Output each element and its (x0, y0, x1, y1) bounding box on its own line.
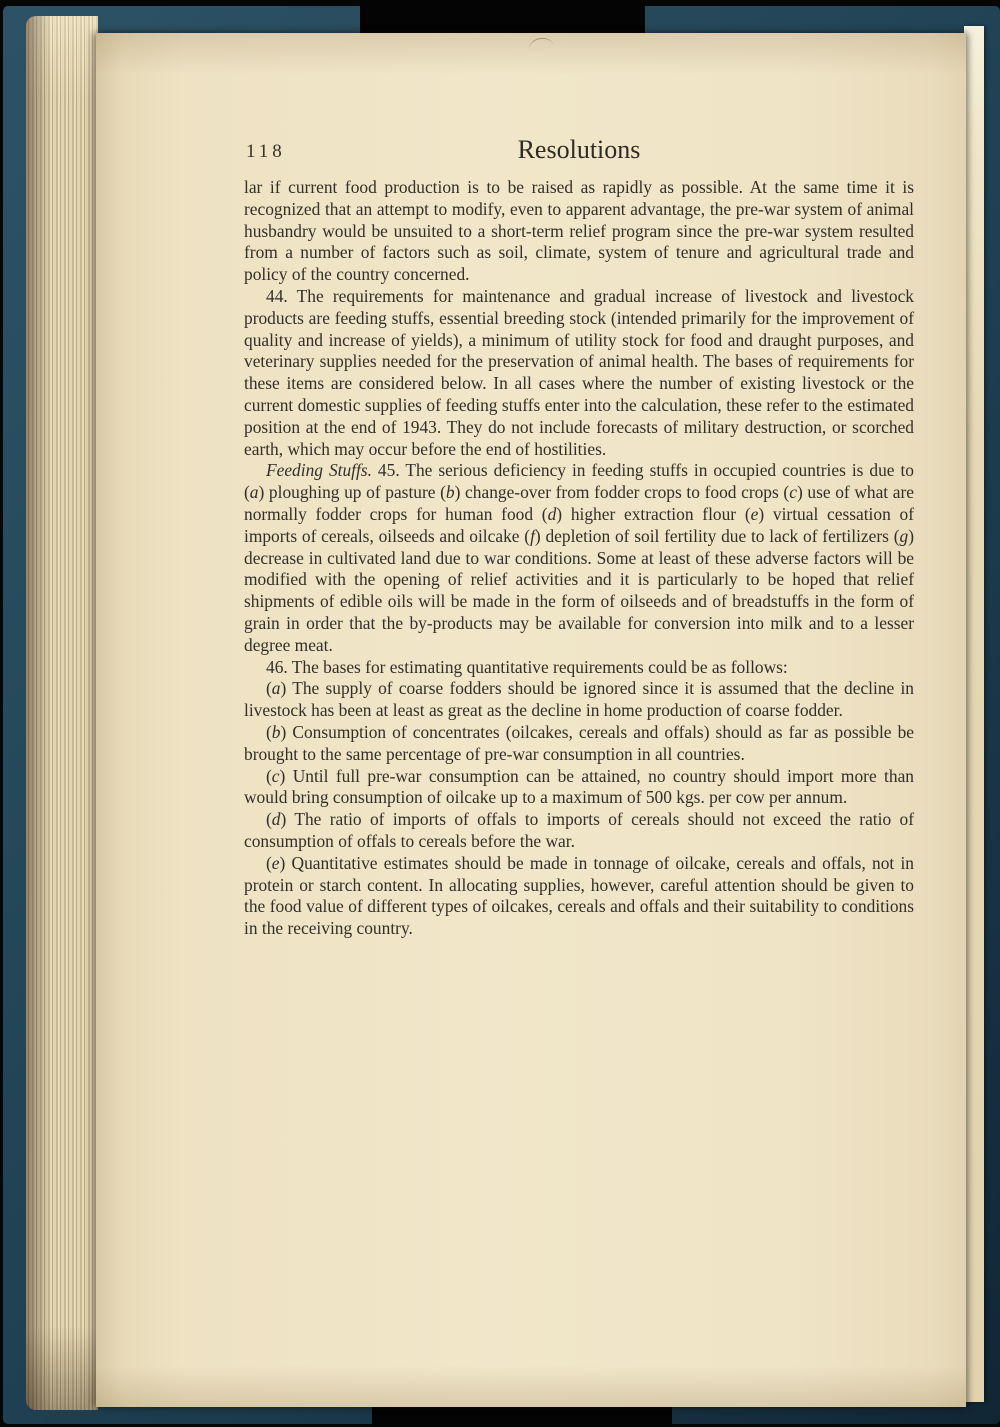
paragraph: lar if current food production is to be raised as rapidly as possible. At the same time it is recognized that an attempt to modify, even to apparent advantage, the pre-war system of animal husbandry would be unsuited to a short-term relief program since the pre-war system resulted from a number of factors such as soil, climate, system of tenure and agricultural trade and policy of the country concerned. (244, 177, 914, 285)
backdrop-top (360, 0, 645, 33)
paragraph: (a) The supply of coarse fodders should be ignored since it is assumed that the decline in livestock has been at least as great as the decline in home production of coarse fodder. (244, 678, 914, 721)
paragraph: (c) Until full pre-war consumption can be attained, no country should import more than would bring consumption of oilcake up to a maximum of 500 kgs. per cow per annum. (244, 765, 914, 808)
running-head: Resolutions (517, 135, 641, 164)
book-page (96, 33, 966, 1407)
backdrop-bottom (372, 1406, 672, 1427)
page-number: 118 (246, 141, 286, 162)
page-body (244, 177, 914, 940)
page-header (244, 135, 914, 169)
facing-page-edge (964, 26, 984, 1402)
pencil-mark (527, 36, 554, 51)
paragraph: 46. The bases for estimating quantitative requirements could be as follows: (266, 656, 788, 677)
paragraph: (b) Consumption of concentrates (oilcakes, cereals and offals) should as far as possible be brought to the same percentage of pre-war consumption in all countries. (244, 721, 914, 764)
page-stack-edges (26, 16, 98, 1410)
paragraph: 44. The requirements for maintenance and gradual increase of livestock and livestock products are feeding stuffs, essential breeding stock (intended primarily for the improvement of quality and increase of yields), a minimum of utility stock for food and draught purposes, and veterinary supplies needed for the preservation of animal health. The bases of requirements for these items are considered below. In all cases where the number of existing livestock or the current domestic supplies of feeding stuffs enter into the calculation, these refer to the estimated position at the end of 1943. They do not include forecasts of military destruction, or scorched earth, which may occur before the end of hostilities. (244, 285, 914, 459)
paragraph: Feeding Stuffs. 45. The serious deficiency in feeding stuffs in occupied countries is due to (a) ploughing up of pasture (b) change-over from fodder crops to food crops (c) use of what are normally fodder crops for human food (d) higher extraction flour (e) virtual cessation of imports of cereals, oilseeds and oilcake (f) depletion of soil fertility due to lack of fertilizers (g) decrease in cultivated land due to war conditions. Some at least of these adverse factors will be modified with the opening of relief activities and it is particularly to be hoped that relief shipments of edible oils will be made in the form of oilseeds and of breadstuffs in the form of grain in order that the by-products may be available for conversion into milk and to a lesser degree meat. (244, 460, 915, 655)
paragraph: (e) Quantitative estimates should be made in tonnage of oilcake, cereals and offals, not in protein or starch content. In allocating supplies, however, careful attention should be given to the food value of different types of oilcakes, cereals and offals and their suitability to conditions in the receiving country. (244, 852, 914, 939)
paragraph: (d) The ratio of imports of offals to imports of cereals should not exceed the ratio of consumption of offals to cereals before the war. (244, 809, 914, 851)
